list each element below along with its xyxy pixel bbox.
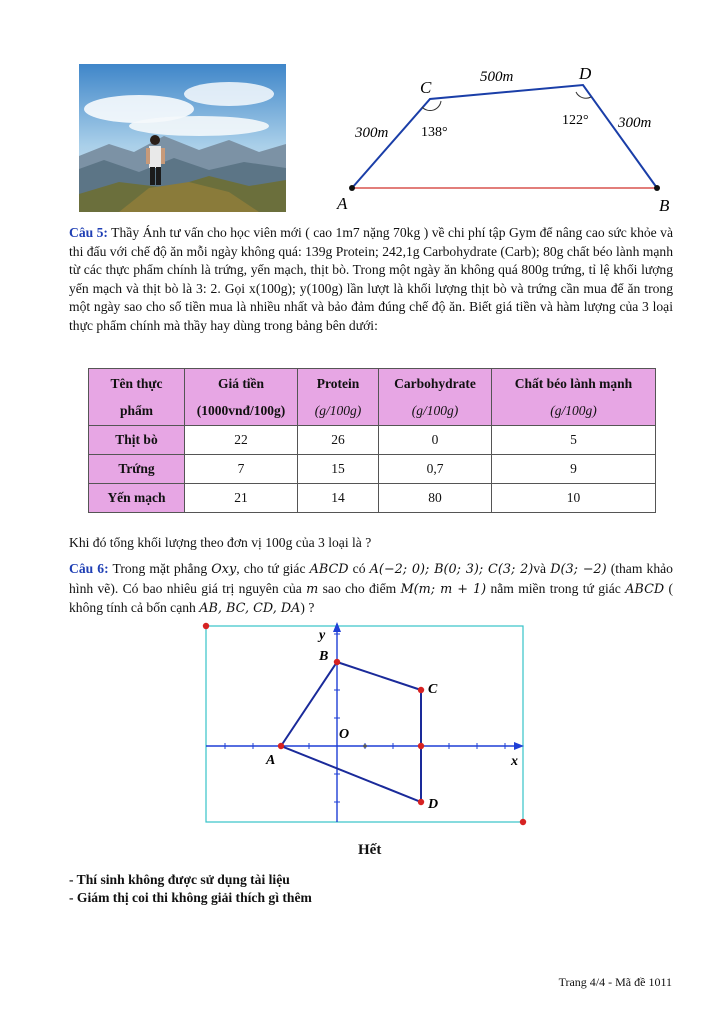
end-marker: Hết bbox=[358, 842, 382, 858]
coord-label-d: D bbox=[428, 797, 439, 812]
length-right: 300m bbox=[618, 115, 652, 131]
point-label-b: B bbox=[659, 196, 670, 215]
coordinate-figure bbox=[198, 618, 533, 833]
length-top: 500m bbox=[480, 69, 514, 85]
table-cell: 21 bbox=[185, 484, 298, 513]
question-6: Câu 6: Trong mặt phẳng Oxy, cho tứ giác ABCD có A(−2; 0); B(0; 3); C(3; 2)và D(3; −2) (tham khảo hình vẽ). Có bao nhiêu giá trị nguyên của m sao cho điểm M(m; m + 1) nằm miền trong tứ giác ABCD ( không tính cả bốn cạnh AB, BC, CD, DA) ? bbox=[69, 561, 673, 617]
table-cell: 9 bbox=[492, 455, 656, 484]
table-cell: 10 bbox=[492, 484, 656, 513]
exam-notes bbox=[69, 871, 312, 907]
question-5-prompt: Khi đó tổng khối lượng theo đơn vị 100g của 3 loại là ? bbox=[69, 535, 372, 550]
table-header: Giá tiền (1000vnđ/100g) bbox=[185, 369, 298, 426]
question-5-label: Câu 5: bbox=[69, 225, 108, 240]
table-header-row bbox=[89, 369, 656, 426]
note-line: - Thí sinh không được sử dụng tài liệu bbox=[69, 872, 290, 887]
axis-label-y: y bbox=[319, 628, 326, 643]
table-cell: 26 bbox=[298, 426, 379, 455]
table-cell: Yến mạch bbox=[89, 484, 185, 513]
table-header: Chất béo lành mạnh (g/100g) bbox=[492, 369, 656, 426]
angle-c-label: 138° bbox=[421, 125, 448, 140]
coord-label-a: A bbox=[266, 753, 276, 768]
table-header: Tên thực phẩm bbox=[89, 369, 185, 426]
coord-label-b: B bbox=[319, 649, 329, 664]
question-6-label: Câu 6: bbox=[69, 561, 109, 576]
table-header: Protein (g/100g) bbox=[298, 369, 379, 426]
table-cell: 7 bbox=[185, 455, 298, 484]
page-footer: Trang 4/4 - Mã đề 1011 bbox=[558, 975, 672, 989]
table-cell: 0 bbox=[379, 426, 492, 455]
coord-label-c: C bbox=[428, 682, 438, 697]
trapezoid-figure bbox=[325, 55, 685, 220]
angle-d-label: 122° bbox=[562, 113, 589, 128]
table-row bbox=[89, 426, 656, 455]
point-label-c: C bbox=[420, 78, 432, 97]
point-label-d: D bbox=[579, 64, 592, 83]
table-cell: 5 bbox=[492, 426, 656, 455]
point-label-a: A bbox=[337, 194, 348, 213]
food-table bbox=[88, 368, 656, 513]
table-cell: 0,7 bbox=[379, 455, 492, 484]
table-cell: Thịt bò bbox=[89, 426, 185, 455]
table-header: Carbohydrate (g/100g) bbox=[379, 369, 492, 426]
question-5-text: Thầy Ánh tư vấn cho học viên mới ( cao 1m7 nặng 70kg ) về chi phí tập Gym để nâng cao sức khỏe và thi đấu với chế độ ăn mỗi ngày không quá: 139g Protein; 242,1g Carbohydrate (Carb); 80g chất béo lành mạnh từ các thực phẩm chính là trứng, yến mạch, thịt bò. Trong một ngày ăn không quá 800g trứng, tỉ lệ khối lượng yến mạch và thịt bò là 3: 2. Gọi x(100g); y(100g) lần lượt là khối lượng thịt bò và trứng cần mua để ăn trong một ngày sao cho số tiền mua là nhiều nhất và bảo đảm đúng chế độ ăn. Biết giá tiền và hàm lượng của 3 loại thực phẩm chính mà thầy hay dùng trong bảng bên dưới: bbox=[69, 225, 673, 333]
table-cell: 15 bbox=[298, 455, 379, 484]
table-row bbox=[89, 455, 656, 484]
table-cell: 22 bbox=[185, 426, 298, 455]
table-row bbox=[89, 484, 656, 513]
axis-label-x: x bbox=[511, 754, 518, 769]
coord-label-o: O bbox=[339, 727, 350, 742]
length-left: 300m bbox=[355, 125, 389, 141]
table-cell: 80 bbox=[379, 484, 492, 513]
mountain-photo bbox=[79, 64, 286, 212]
question-5 bbox=[69, 224, 673, 336]
note-line: - Giám thị coi thi không giải thích gì thêm bbox=[69, 890, 312, 905]
table-cell: 14 bbox=[298, 484, 379, 513]
table-cell: Trứng bbox=[89, 455, 185, 484]
